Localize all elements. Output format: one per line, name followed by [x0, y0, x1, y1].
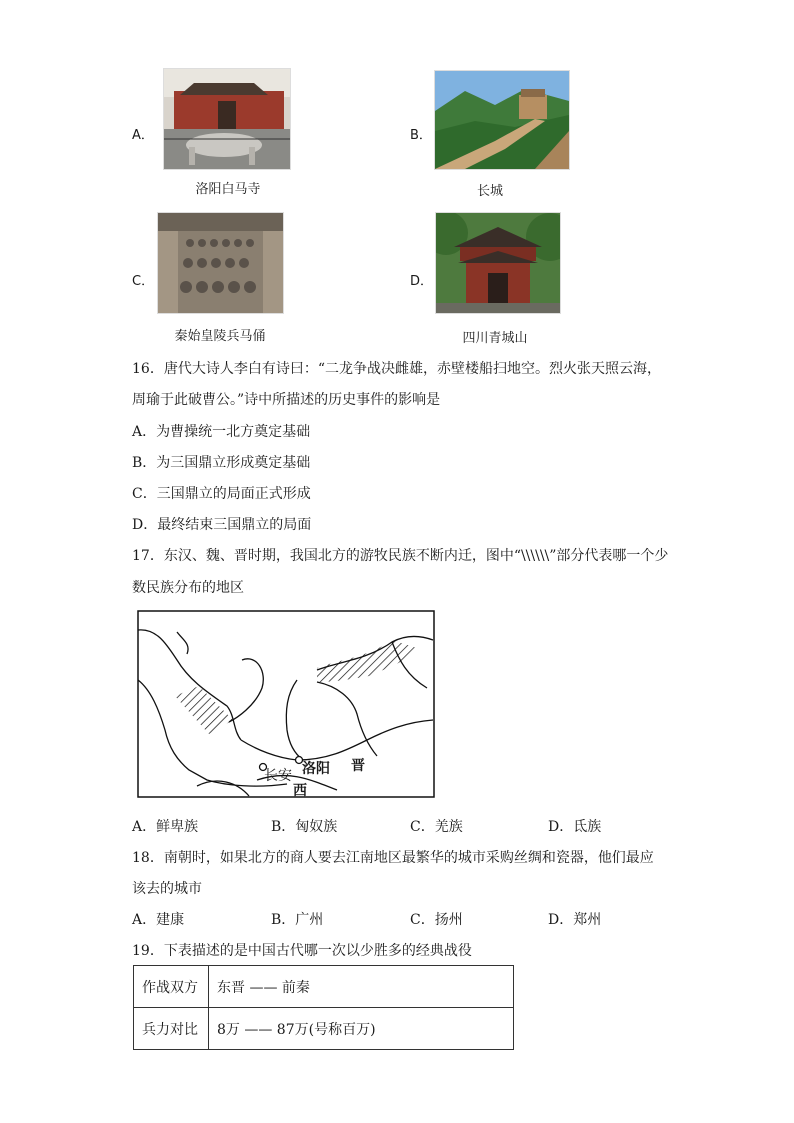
q15-option-c-letter: C． [132, 274, 155, 289]
table-value: 东晋 —— 前秦 [209, 966, 514, 1008]
q15-option-b-caption: 长城 [476, 184, 503, 199]
table-key: 作战双方 [134, 966, 209, 1008]
q16-option-a[interactable]: A．为曹操统一北方奠定基础 [132, 424, 311, 440]
q17-option-d[interactable]: D．氐族 [548, 819, 602, 835]
q18-option-b[interactable]: B．广州 [271, 912, 324, 928]
q17-option-a[interactable]: A．鲜卑族 [132, 819, 199, 835]
map-label-changan: 长安 [264, 768, 292, 784]
table-key: 兵力对比 [134, 1008, 209, 1050]
q16-option-b[interactable]: B．为三国鼎立形成奠定基础 [132, 455, 311, 471]
q17-option-b[interactable]: B．匈奴族 [271, 819, 338, 835]
q17-stem-line2: 数民族分布的地区 [132, 580, 244, 596]
q17-map [137, 610, 435, 798]
q18-option-d[interactable]: D．郑州 [548, 912, 602, 928]
q18-stem-line1: 18．南朝时，如果北方的商人要去江南地区最繁华的城市采购丝绸和瓷器，他们最应 [132, 850, 654, 866]
q16-stem-line1: 16．唐代大诗人李白有诗曰：“二龙争战决雌雄，赤壁楼船扫地空。烈火张天照云海， [132, 361, 661, 377]
map-label-luoyang: 洛阳 [302, 761, 330, 777]
white-horse-temple-photo [163, 68, 291, 170]
q18-option-a[interactable]: A．建康 [132, 912, 185, 928]
great-wall-photo [434, 70, 570, 170]
q16-stem-line2: 周瑜于此破曹公。”诗中所描述的历史事件的影响是 [132, 392, 441, 408]
map-label-xi: 西 [293, 783, 307, 799]
q18-stem-line2: 该去的城市 [132, 881, 202, 897]
q15-option-a-caption: 洛阳白马寺 [195, 182, 261, 197]
qingcheng-mountain-photo [435, 212, 561, 314]
q19-battle-table [133, 965, 514, 1050]
terracotta-army-photo [157, 212, 284, 314]
table-row [134, 966, 514, 1008]
q15-option-b-letter: B． [410, 128, 432, 143]
q16-option-c[interactable]: C．三国鼎立的局面正式形成 [132, 486, 311, 502]
q15-option-c-caption: 秦始皇陵兵马俑 [174, 329, 266, 344]
q17-stem-line1: 17．东汉、魏、晋时期，我国北方的游牧民族不断内迁，图中“\\\\\\”部分代表哪一个少 [132, 548, 669, 564]
q15-option-d-letter: D． [410, 274, 434, 289]
q16-option-d[interactable]: D．最终结束三国鼎立的局面 [132, 517, 312, 533]
table-value: 8万 —— 87万(号称百万) [209, 1008, 514, 1050]
q15-option-a-letter: A． [132, 128, 154, 143]
map-label-jin: 晋 [351, 758, 365, 774]
table-row [134, 1008, 514, 1050]
q19-stem: 19．下表描述的是中国古代哪一次以少胜多的经典战役 [132, 943, 472, 959]
q18-option-c[interactable]: C．扬州 [410, 912, 463, 928]
q15-option-d-caption: 四川青城山 [462, 331, 528, 346]
q17-option-c[interactable]: C．羌族 [410, 819, 463, 835]
